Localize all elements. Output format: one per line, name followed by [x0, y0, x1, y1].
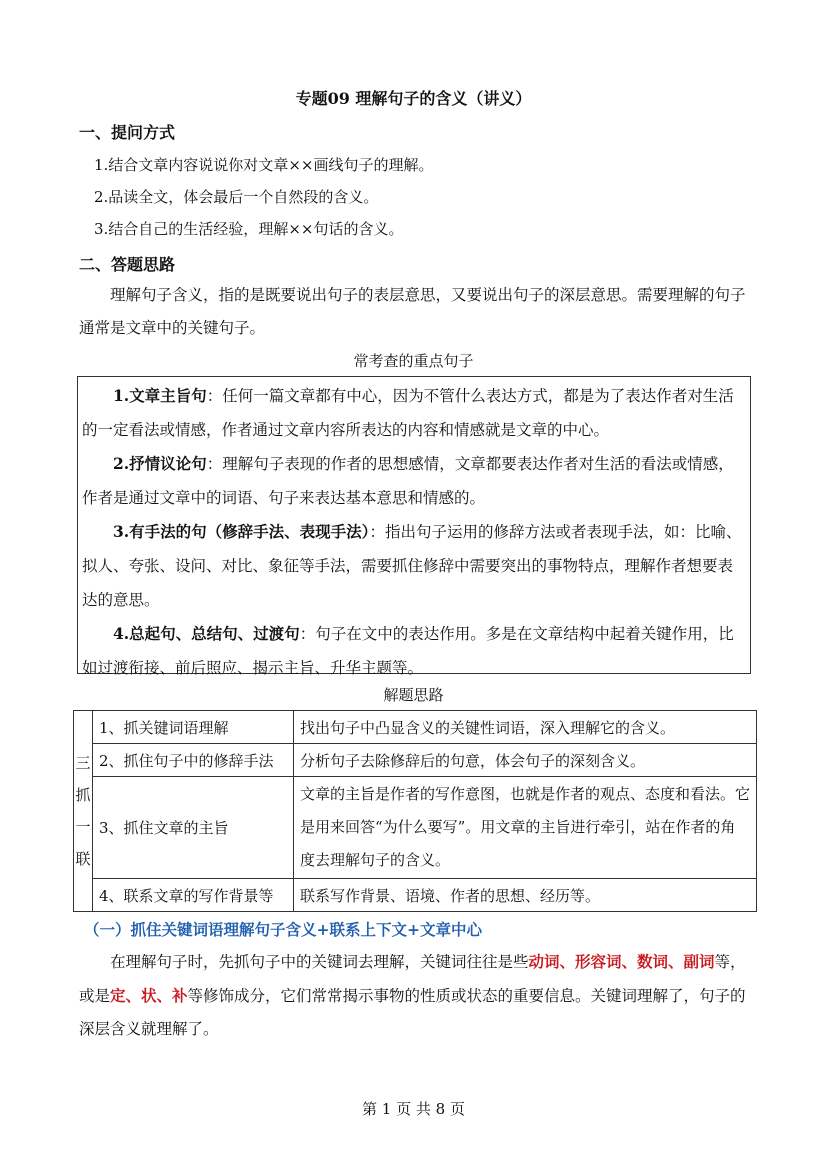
highlight-modifiers: 定、状、补	[110, 986, 188, 1005]
table-row	[74, 744, 757, 777]
list-item: 1.结合文章内容说说你对文章××画线句子的理解。	[94, 156, 434, 174]
body-paragraph: 在理解句子时，先抓句子中的关键词去理解，关键词往往是些动词、形容词、数词、副词等，或是定、状、补等修饰成分，它们常常揭示事物的性质或状态的重要信息。关键词理解了，句子的深层含义就理解了。	[79, 952, 746, 1038]
method-cell: 3、抓住文章的主旨	[93, 777, 294, 879]
desc-cell: 找出句子中凸显含义的关键性词语，深入理解它的含义。	[294, 711, 757, 744]
key-sentence-item	[82, 379, 748, 447]
list-item: 3.结合自己的生活经验，理解××句话的含义。	[94, 220, 404, 238]
table-row	[74, 777, 757, 879]
section-heading-answer-approach: 二、答题思路	[79, 255, 176, 274]
subsection-heading: （一）抓住关键词语理解句子含义+联系上下文+文章中心	[84, 920, 482, 939]
method-cell: 1、抓关键词语理解	[93, 711, 294, 744]
item-label: 1.文章主旨句	[113, 386, 207, 405]
item-text: ：句子在文中的表达作用。多是在文章结构中起着关键作用，比如过渡衔接、前后照应、揭示主旨、升华主题等。	[82, 625, 734, 677]
item-label: 3.有手法的句（修辞手法、表现手法）	[113, 522, 370, 541]
desc-cell: 分析句子去除修辞后的句意，体会句子的深刻含义。	[294, 744, 757, 777]
table-row	[74, 879, 757, 912]
item-text: ：任何一篇文章都有中心，因为不管什么表达方式，都是为了表达作者对生活的一定看法或情感，作者通过文章内容所表达的内容和情感就是文章的中心。	[82, 387, 734, 439]
item-text: ：指出句子运用的修辞方法或者表现手法，如：比喻、拟人、夸张、设问、对比、象征等手法，需要抓住修辞中需要突出的事物特点，理解作者想要表达的意思。	[82, 523, 742, 609]
list-item: 2.品读全文，体会最后一个自然段的含义。	[94, 188, 379, 206]
table-row	[74, 711, 757, 744]
page-footer: 第 1 页 共 8 页	[362, 1100, 465, 1118]
key-sentences-box	[77, 376, 751, 677]
desc-cell: 文章的主旨是作者的写作意图，也就是作者的观点、态度和看法。它是用来回答“为什么要写”。用文章的主旨进行牵引，站在作者的角度去理解句子的含义。	[294, 777, 757, 879]
box-caption: 常考查的重点句子	[353, 352, 474, 370]
intro-paragraph: 理解句子含义，指的是既要说出句子的表层意思，又要说出句子的深层意思。需要理解的句子通常是文章中的关键句子。	[79, 286, 746, 337]
key-sentence-item	[82, 515, 748, 617]
group-label: 三 抓 一 联	[74, 711, 93, 912]
desc-cell: 联系写作背景、语境、作者的思想、经历等。	[294, 879, 757, 912]
method-cell: 2、抓住句子中的修辞手法	[93, 744, 294, 777]
page-title: 专题09 理解句子的含义（讲义）	[295, 89, 532, 108]
highlight-word-classes: 动词、形容词、数词、副词	[528, 952, 715, 971]
key-sentence-item	[82, 617, 748, 685]
method-cell: 4、联系文章的写作背景等	[93, 879, 294, 912]
item-label: 4.总起句、总结句、过渡句	[113, 624, 300, 643]
section-heading-question-types: 一、提问方式	[79, 123, 176, 142]
solution-table	[73, 710, 757, 912]
item-label: 2.抒情议论句	[113, 454, 207, 473]
table-caption: 解题思路	[383, 686, 444, 704]
item-text: ：理解句子表现的作者的思想感情，文章都要表达作者对生活的看法或情感，作者是通过文章中的词语、句子来表达基本意思和情感的。	[82, 455, 734, 507]
key-sentence-item	[82, 447, 748, 515]
